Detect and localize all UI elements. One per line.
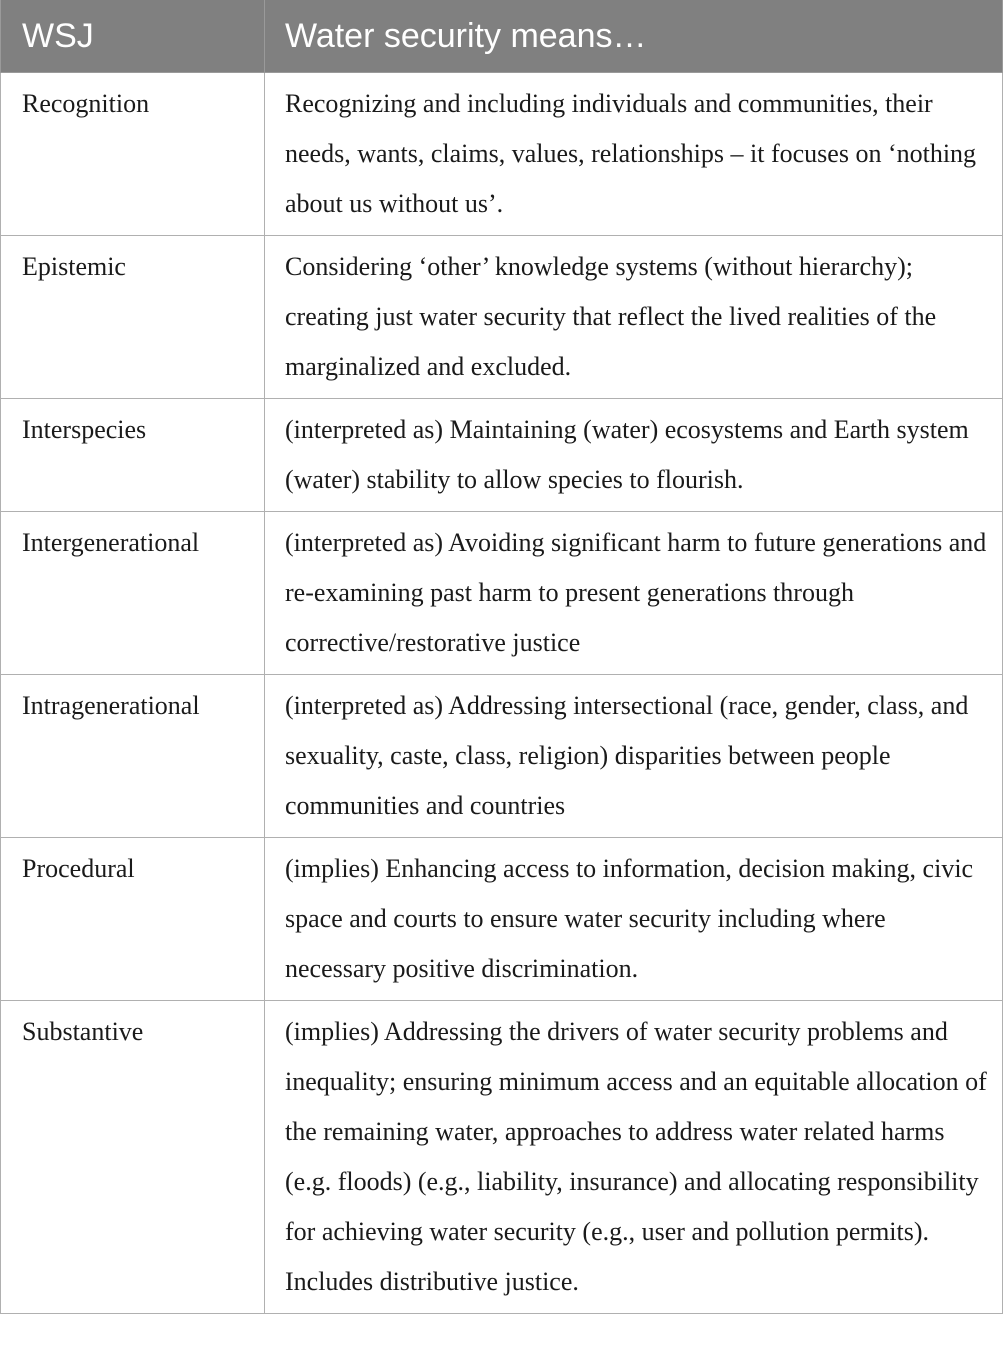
- row-term: Substantive: [1, 1001, 265, 1314]
- table-row: [1, 73, 1003, 236]
- row-meaning: Recognizing and including individuals and communities, their needs, wants, claims, values, relationships – it focuses on ‘nothing about us without us’.: [265, 73, 1003, 236]
- table-row: [1, 399, 1003, 512]
- row-meaning: (interpreted as) Avoiding significant harm to future generations and re-examining past harm to present generations through corrective/restorative justice: [265, 512, 1003, 675]
- row-term: Procedural: [1, 838, 265, 1001]
- row-term: Intragenerational: [1, 675, 265, 838]
- row-meaning: Considering ‘other’ knowledge systems (without hierarchy); creating just water security that reflect the lived realities of the marginalized and excluded.: [265, 236, 1003, 399]
- row-term: Interspecies: [1, 399, 265, 512]
- header-wsj: WSJ: [1, 0, 265, 73]
- table-body: [1, 73, 1003, 1314]
- table-row: [1, 675, 1003, 838]
- row-meaning: (interpreted as) Addressing intersectional (race, gender, class, and sexuality, caste, class, religion) disparities between people communities and countries: [265, 675, 1003, 838]
- header-row: [1, 0, 1003, 73]
- table-row: [1, 838, 1003, 1001]
- row-meaning: (interpreted as) Maintaining (water) ecosystems and Earth system (water) stability to allow species to flourish.: [265, 399, 1003, 512]
- table-row: [1, 512, 1003, 675]
- table-row: [1, 236, 1003, 399]
- table-header: [1, 0, 1003, 73]
- row-term: Recognition: [1, 73, 265, 236]
- row-term: Intergenerational: [1, 512, 265, 675]
- row-term: Epistemic: [1, 236, 265, 399]
- row-meaning: (implies) Addressing the drivers of water security problems and inequality; ensuring minimum access and an equitable allocation of the remaining water, approaches to address water related harms (e.g. floods) (e.g., liability, insurance) and allocating responsibility for achieving water security (e.g., user and pollution permits). Includes distributive justice.: [265, 1001, 1003, 1314]
- header-water-security-means: Water security means…: [265, 0, 1003, 73]
- row-meaning: (implies) Enhancing access to information, decision making, civic space and courts to ensure water security including where necessary positive discrimination.: [265, 838, 1003, 1001]
- table-row: [1, 1001, 1003, 1314]
